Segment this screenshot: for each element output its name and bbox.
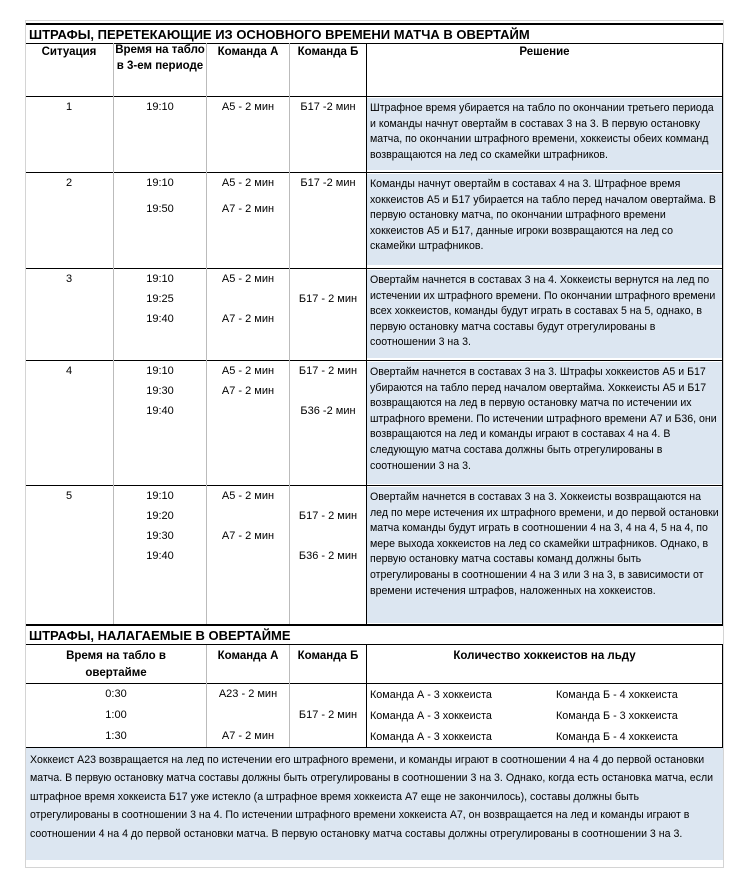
row3-time-3: 19:40 (146, 313, 174, 325)
section1-title: ШТРАФЫ, ПЕРЕТЕКАЮЩИЕ ИЗ ОСНОВНОГО ВРЕМЕНИ МАТЧА В ОВЕРТАЙМ (26, 23, 723, 44)
ot-time-1: 0:30 (105, 688, 127, 700)
row5-situation: 5 (65, 490, 73, 502)
row5-team-a-1: А5 - 2 мин (221, 490, 275, 502)
grid-line (366, 645, 367, 748)
row4-decision: Овертайм начнется в составах 3 на 3. Штрафы хоккеистов А5 и Б17 убираются на табло перед началом овертайма. Хоккеисты А5 и Б17 возвращаются на лед в первую остановку матча по истечении их штрафного времени. По истечении штрафного времени А7 и Б36, они возвращаются на лед и команды играют в составах 4 на 4. В следующую матча состава должны быть отрегулированы в соотношении 3 на 3. (367, 362, 723, 484)
row3-situation: 3 (65, 273, 73, 285)
row3-team-a-2: А7 - 2 мин (221, 313, 275, 325)
row2-situation: 2 (65, 177, 73, 189)
row5-time-1: 19:10 (146, 490, 174, 502)
row1-team-a-1: А5 - 2 мин (221, 101, 275, 113)
row4-time-2: 19:30 (146, 385, 174, 397)
grid-line (722, 43, 723, 624)
section2-title: ШТРАФЫ, НАЛАГАЕМЫЕ В ОВЕРТАЙМЕ (26, 624, 723, 645)
row2-decision: Команды начнут овертайм в составах 4 на 3. Штрафное время хоккеистов А5 и Б17 убирается на табло перед началом овертайма. В первую остановку матча, по окончании штрафного времени хоккеистов А5 и Б17, данные игроки возвращаются на лед со скамейки штрафников. (367, 174, 723, 265)
row3-time-1: 19:10 (146, 273, 174, 285)
row2-team-b-1: Б17 -2 мин (300, 177, 356, 189)
players-a-2: Команда А - 3 хоккеиста (370, 710, 492, 722)
ot-time-3: 1:30 (105, 730, 127, 742)
row3-time-2: 19:25 (146, 293, 174, 305)
header-decision: Решение (519, 46, 570, 58)
row1-situation: 1 (65, 101, 73, 113)
row4-team-a-2: А7 - 2 мин (221, 385, 275, 397)
row4-time-1: 19:10 (146, 365, 174, 377)
players-b-2: Команда Б - 3 хоккеиста (556, 710, 678, 722)
grid-line (289, 43, 290, 624)
header-team-b: Команда Б (297, 46, 359, 58)
row5-time-3: 19:30 (146, 530, 174, 542)
row4-team-b-1: Б17 - 2 мин (298, 365, 358, 377)
grid-line (26, 96, 723, 97)
ot-team-a-2: А7 - 2 мин (221, 730, 275, 742)
header-team-a: Команда А (217, 46, 279, 58)
row5-team-b-2: Б36 - 2 мин (298, 550, 358, 562)
row2-time-2: 19:50 (146, 203, 174, 215)
grid-line (26, 172, 723, 173)
grid-line (113, 43, 114, 624)
players-a-1: Команда А - 3 хоккеиста (370, 689, 492, 701)
grid-line (26, 268, 723, 269)
row4-team-b-2: Б36 -2 мин (300, 405, 356, 417)
grid-line (206, 645, 207, 748)
players-b-1: Команда Б - 4 хоккеиста (556, 689, 678, 701)
row2-time-1: 19:10 (146, 177, 174, 189)
document-page (25, 20, 724, 868)
grid-line (206, 43, 207, 624)
players-a-3: Команда А - 3 хоккеиста (370, 731, 492, 743)
grid-line (366, 43, 367, 624)
grid-line (26, 360, 723, 361)
row3-decision: Овертайм начнется в составах 3 на 4. Хоккеисты вернутся на лед по истечении их штрафного времени. По окончании штрафного времени всех хоккеистов, команды будут играть в составах 5 на 5, однако, в первую остановку матча составы будут отрегулированы в соотношении 3 на 3. (367, 270, 723, 358)
header-ot-team-a: Команда А (217, 650, 279, 662)
header-overtime-time: Время на табло в овертайме (66, 650, 166, 679)
row4-time-3: 19:40 (146, 405, 174, 417)
header-ot-team-b: Команда Б (297, 650, 359, 662)
row4-situation: 4 (65, 365, 73, 377)
row2-team-a-2: А7 - 2 мин (221, 203, 275, 215)
row5-team-a-2: А7 - 2 мин (221, 530, 275, 542)
grid-line (289, 645, 290, 748)
grid-line (722, 645, 723, 748)
ot-team-a-1: А23 - 2 мин (218, 688, 278, 700)
row5-decision: Овертайм начнется в составах 3 на 3. Хоккеисты возвращаются на лед по мере истечения их штрафного времени, и до первой остановки матча команды будут играть в соотношении 4 на 3, 4 на 4, 5 на 4, по мере выхода хоккеистов на лед со скамейки штрафников. Однако, в первую остановку матча составы команд должны быть отрегулированы в соотношении 4 на 3 или 3 на 3, в зависимости от времени истечения штрафов, наложенных на хоккеистов. (367, 487, 723, 623)
ot-team-b-1: Б17 - 2 мин (298, 709, 358, 721)
row3-team-a-1: А5 - 2 мин (221, 273, 275, 285)
row1-time-1: 19:10 (146, 101, 174, 113)
header-time-3rd-period: Время на табло в 3-ем периоде (115, 44, 205, 72)
players-b-3: Команда Б - 4 хоккеиста (556, 731, 678, 743)
row2-team-a-1: А5 - 2 мин (221, 177, 275, 189)
ot-time-2: 1:00 (105, 709, 127, 721)
row3-team-b-1: Б17 - 2 мин (298, 293, 358, 305)
row5-time-2: 19:20 (146, 510, 174, 522)
grid-line (26, 485, 723, 486)
overtime-note: Хоккеист А23 возвращается на лед по истечении его штрафного времени, и команды играют в соотношении 4 на 4 до первой остановки матча. В первую остановку матча составы должны быть отрегулированы в соотношении 3 на 3. Однако, когда есть остановка матча, если штрафное время хоккеиста Б17 уже истекло (а штрафное время хоккеиста А7 еще не закончилось), составы должны быть отрегулированы в соотношении 3 на 4. По истечении штрафного времени хоккеиста А7, он возвращается на лед и команды играют в соотношении 4 на 4 до первой остановки матча. В первую остановку матча составы должны отрегулированы в соотношении 3 на 3. (26, 748, 723, 860)
header-players-on-ice: Количество хоккеистов на льду (453, 650, 636, 662)
row5-team-b-1: Б17 - 2 мин (298, 510, 358, 522)
row4-team-a-1: А5 - 2 мин (221, 365, 275, 377)
header-situation: Ситуация (41, 46, 97, 58)
row1-decision: Штрафное время убирается на табло по окончании третьего периода и команды начнут овертайм в составах 3 на 3. В первую остановку матча, по окончании штрафного времени, хоккеисты обеих комманд возвращаются на лед со скамейки штрафников. (367, 98, 723, 170)
row5-time-4: 19:40 (146, 550, 174, 562)
row1-team-b-1: Б17 -2 мин (300, 101, 356, 113)
